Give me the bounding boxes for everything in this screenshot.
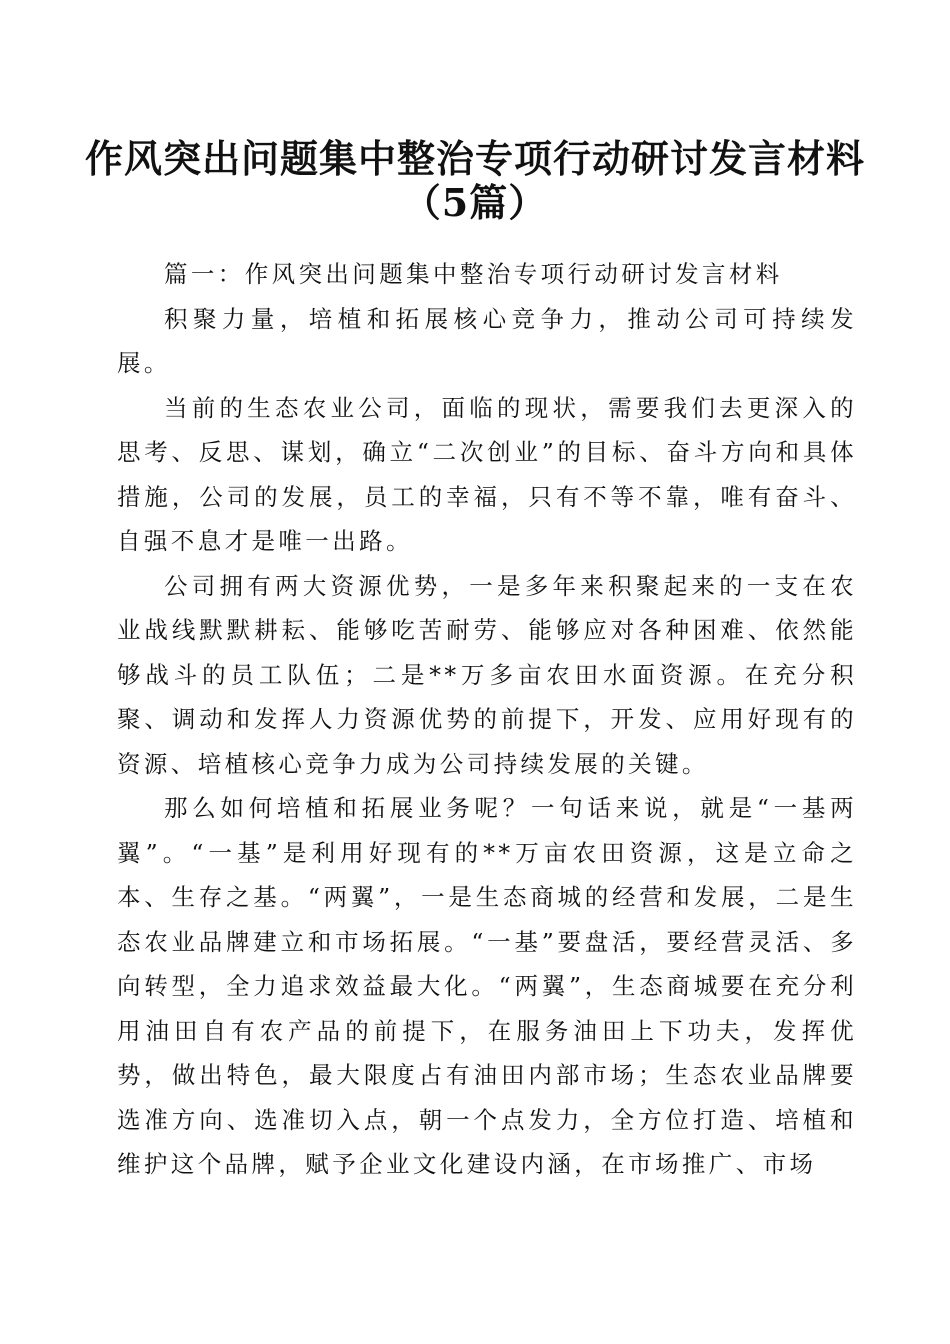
document-title: 作风突出问题集中整治专项行动研讨发言材料 (84, 136, 865, 181)
paragraph: 当前的生态农业公司，面临的现状，需要我们去更深入的思考、反思、谋划，确立“二次创业”的目标、奋斗方向和具体措施，公司的发展，员工的幸福，只有不等不靠，唯有奋斗、自强不息才是唯一出路。 (117, 393, 857, 555)
document-body (117, 252, 857, 1187)
paragraph: 公司拥有两大资源优势，一是多年来积聚起来的一支在农业战线默默耕耘、能够吃苦耐劳、能够应对各种困难、依然能够战斗的员工队伍；二是**万多亩农田水面资源。在充分积聚、调动和发挥人力资源优势的前提下，开发、应用好现有的资源、培植核心竞争力成为公司持续发展的关键。 (117, 571, 857, 778)
paragraph: 积聚力量，培植和拓展核心竞争力，推动公司可持续发展。 (117, 304, 857, 377)
paragraph: 那么如何培植和拓展业务呢？一句话来说，就是“一基两翼”。“一基”是利用好现有的**万亩农田资源，这是立命之本、生存之基。“两翼”，一是生态商城的经营和发展，二是生态农业品牌建立和市场拓展。“一基”要盘活，要经营灵活、多向转型，全力追求效益最大化。“两翼”，生态商城要在充分利用油田自有农产品的前提下，在服务油田上下功夫，发挥优势，做出特色，最大限度占有油田内部市场；生态农业品牌要选准方向、选准切入点，朝一个点发力，全方位打造、培植和维护这个品牌，赋予企业文化建设内涵，在市场推广、市场 (117, 794, 857, 1178)
section-heading: 篇一：作风突出问题集中整治专项行动研讨发言材料 (164, 260, 783, 288)
document-title-count: （5篇） (402, 180, 548, 225)
